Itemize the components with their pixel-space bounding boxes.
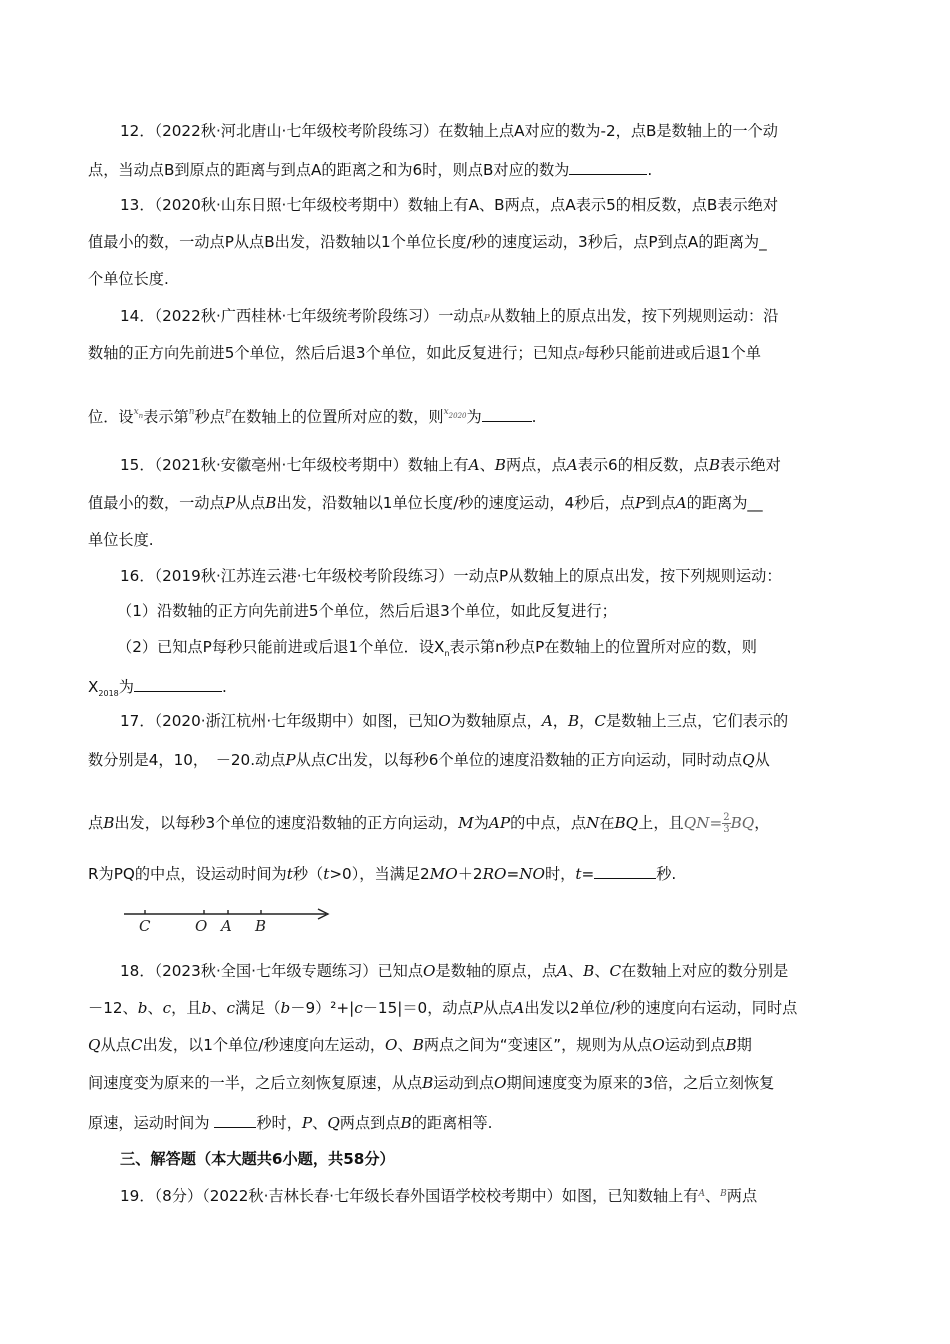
text: 从 xyxy=(754,751,770,769)
text: 18．（2023秋·全国·七年级专题练习）已知点 xyxy=(120,962,424,980)
text: （1）沿数轴的正方向先前进5个单位，然后后退3个单位，如此反复进行； xyxy=(117,602,617,620)
text: 三、解答题（本大题共6小题，共58分） xyxy=(120,1150,395,1168)
text: 上，且 xyxy=(638,814,684,832)
math-var: A xyxy=(557,962,568,980)
text: 表示第n秒点P在数轴上的位置所对应的数，则 xyxy=(449,638,757,656)
math-var: A xyxy=(513,999,525,1017)
text: >0），当满足2 xyxy=(329,865,430,883)
q15-line-2 xyxy=(88,493,868,513)
q14-line-2 xyxy=(88,343,868,366)
math-var: O xyxy=(423,962,436,980)
math-sub: n xyxy=(138,412,144,420)
math-var: c xyxy=(226,999,235,1017)
text: 的距离为__ xyxy=(686,494,763,512)
text: （2）已知点P每秒只能前进或后退1个单位．设X xyxy=(117,638,445,656)
text: . xyxy=(531,408,537,426)
math-var: B xyxy=(400,1114,412,1132)
text: 是数轴上三点，它们表示的 xyxy=(605,712,789,730)
text: 16．（2019秋·江苏连云港·七年级校考阶段练习）一动点P从数轴上的原点出发，按下列规则运动： xyxy=(120,567,782,585)
q15-line-3 xyxy=(88,530,868,550)
q16-line-3 xyxy=(117,637,897,664)
math-var: B xyxy=(725,1036,737,1054)
text: 个单位长度. xyxy=(88,270,169,288)
text: 满足（ xyxy=(234,999,281,1017)
text: 出发以2单位/秒的速度向右运动，同时点 xyxy=(524,999,798,1017)
text: 期 xyxy=(736,1036,752,1054)
text: 在 xyxy=(599,814,615,832)
math-var: O xyxy=(385,1036,398,1054)
q16-line-1 xyxy=(120,566,900,586)
math-sub: 2020 xyxy=(448,412,467,420)
math-var: O xyxy=(494,1074,507,1092)
text: 、 xyxy=(594,962,610,980)
q13-line-3 xyxy=(88,269,868,289)
text: 期间速度变为原来的3倍，之后立刻恢复 xyxy=(506,1074,775,1092)
math-var: N xyxy=(586,814,600,832)
text: 秒时， xyxy=(256,1114,302,1132)
text: 到点 xyxy=(645,494,676,512)
text: 单位长度. xyxy=(88,531,154,549)
text: 、 xyxy=(147,999,163,1017)
axis-label-a: A xyxy=(221,917,232,935)
math-var: b xyxy=(137,999,148,1017)
subscript: 2018 xyxy=(98,689,119,699)
text: 是数轴的原点，点 xyxy=(435,962,557,980)
q17-line-4 xyxy=(88,862,868,884)
math-var: C xyxy=(594,712,606,730)
math-var: A xyxy=(698,1189,705,1199)
text: 、 xyxy=(567,962,584,980)
text: 两点到点 xyxy=(339,1114,401,1132)
text: ＋2 xyxy=(457,865,483,883)
q12-line-2 xyxy=(88,158,868,180)
text: ， xyxy=(754,814,770,832)
fraction-two-thirds xyxy=(722,812,730,835)
math-var: P xyxy=(285,751,296,769)
text: 从数轴上的原点出发，按下列规则运动：沿 xyxy=(489,307,779,325)
text: 、 xyxy=(397,1036,413,1054)
math-op: = xyxy=(709,814,723,832)
axis-label-o: O xyxy=(195,917,208,935)
math-var: P xyxy=(224,494,235,512)
math-var: P xyxy=(224,409,231,419)
q18-line-3 xyxy=(88,1035,868,1055)
fraction-numerator: 2 xyxy=(723,812,730,823)
subscript: n xyxy=(444,649,450,659)
answer-blank xyxy=(214,1111,256,1128)
math-var: QN xyxy=(683,814,710,832)
text: 间速度变为原来的一半，之后立刻恢复原速，从点 xyxy=(88,1074,423,1092)
q16-line-4 xyxy=(88,675,868,704)
math-var: Q xyxy=(327,1114,340,1132)
q17-line-2 xyxy=(88,750,868,770)
number-line-figure xyxy=(118,900,348,936)
math-var: c xyxy=(162,999,172,1017)
math-var: P xyxy=(301,1114,313,1132)
math-var: RO xyxy=(482,865,507,883)
text: 表示绝对 xyxy=(720,456,781,474)
q18-line-2 xyxy=(88,998,868,1018)
axis-label-c: C xyxy=(139,917,151,935)
q13-line-1 xyxy=(120,195,900,215)
math-var: B xyxy=(103,814,115,832)
math-var: Q xyxy=(88,1036,101,1054)
text: 两点 xyxy=(726,1187,758,1205)
math-var: B xyxy=(494,456,506,474)
text: 从点 xyxy=(295,751,327,769)
text: 14．（2022秋·广西桂林·七年级统考阶段练习）一动点 xyxy=(120,307,484,325)
text: 的中点，点 xyxy=(510,814,587,832)
text: ， xyxy=(552,712,568,730)
math-var: B xyxy=(708,456,720,474)
text: 为数轴原点， xyxy=(450,712,542,730)
math-var: M xyxy=(458,814,474,832)
text: 原速，运动时间为 xyxy=(88,1114,215,1132)
q12-line-1 xyxy=(120,121,900,141)
text: 19．（8分）（2022秋·吉林长春·七年级长春外国语学校校考期中）如图，已知数轴上有 xyxy=(120,1187,699,1205)
q16-line-2 xyxy=(117,601,897,621)
q17-line-1 xyxy=(120,711,900,731)
answer-blank xyxy=(569,158,647,175)
text: 为 xyxy=(118,678,134,696)
math-var: BQ xyxy=(614,814,639,832)
answer-blank xyxy=(594,862,656,879)
text: 的距离相等. xyxy=(411,1114,493,1132)
math-var: B xyxy=(265,494,277,512)
math-var: B xyxy=(422,1074,434,1092)
math-var: P xyxy=(472,999,484,1017)
text: 12．（2022秋·河北唐山·七年级校考阶段练习）在数轴上点A对应的数为-2，点B是数轴上的一个动 xyxy=(120,122,778,140)
text: = xyxy=(581,865,595,883)
q18-line-5 xyxy=(88,1111,868,1133)
text: 从点 xyxy=(100,1036,131,1054)
text: ， xyxy=(579,712,595,730)
math-var: BQ xyxy=(730,814,755,832)
text: 值最小的数，一动点 xyxy=(88,494,225,512)
axis-label-b: B xyxy=(255,917,267,935)
q15-line-1 xyxy=(120,455,900,475)
math-var: B xyxy=(583,962,595,980)
math-var: x xyxy=(133,407,139,417)
text: 两点，点 xyxy=(505,456,567,474)
text: 从点 xyxy=(483,999,514,1017)
text: 在数轴上的位置所对应的数，则 xyxy=(230,408,444,426)
math-var: MO xyxy=(429,865,458,883)
math-var: C xyxy=(609,962,622,980)
math-var: C xyxy=(130,1036,143,1054)
text: 17．（2020·浙江杭州·七年级期中）如图，已知 xyxy=(120,712,439,730)
text: 运动到点 xyxy=(664,1036,726,1054)
text: 出发，以每秒3个单位的速度沿数轴的正方向运动， xyxy=(114,814,459,832)
text: 从点 xyxy=(234,494,266,512)
text: 两点之间为“变速区”，规则为从点 xyxy=(423,1036,653,1054)
math-var: A xyxy=(566,456,578,474)
math-var: B xyxy=(412,1036,424,1054)
text: 值最小的数，一动点P从点B出发，沿数轴以1个单位长度/秒的速度运动，3秒后，点P到点A的距离为_ xyxy=(88,233,767,251)
text: 出发，以1个单位/秒速度向左运动， xyxy=(142,1036,386,1054)
text: 秒. xyxy=(656,865,677,883)
text: －15|＝0，动点 xyxy=(362,999,473,1017)
text: . xyxy=(647,161,653,179)
q18-line-1 xyxy=(120,961,900,981)
math-var: NO xyxy=(519,865,545,883)
math-var: O xyxy=(652,1036,665,1054)
math-var: c xyxy=(354,999,363,1017)
text: 数轴的正方向先前进5个单位，然后后退3个单位，如此反复进行；已知点 xyxy=(88,344,579,362)
answer-blank xyxy=(482,405,532,422)
text: 时， xyxy=(544,865,576,883)
math-var: A xyxy=(468,456,480,474)
text: 点 xyxy=(88,814,104,832)
text: 表示第 xyxy=(143,408,189,426)
text: 每秒只能前进或后退1个单 xyxy=(584,344,761,362)
text: = xyxy=(506,865,520,883)
section-heading xyxy=(120,1149,900,1169)
math-var: b xyxy=(280,999,291,1017)
math-var: A xyxy=(675,494,687,512)
q18-line-4 xyxy=(88,1073,868,1093)
text: 15．（2021秋·安徽亳州·七年级校考期中）数轴上有 xyxy=(120,456,469,474)
text: 表示6的相反数，点 xyxy=(577,456,709,474)
math-var: B xyxy=(720,1189,727,1199)
text: 数分别是4，10， －20.动点 xyxy=(88,751,286,769)
text: 出发，沿数轴以1单位长度/秒的速度运动，4秒后，点 xyxy=(276,494,636,512)
text: 为 xyxy=(473,814,489,832)
text: 点，当动点B到原点的距离与到点A的距离之和为6时，则点B对应的数为 xyxy=(88,161,570,179)
math-var: C xyxy=(326,751,338,769)
math-var: A xyxy=(541,712,553,730)
math-var: Q xyxy=(742,751,755,769)
text: R为PQ的中点，设运动时间为 xyxy=(88,865,287,883)
math-var: x xyxy=(443,407,449,417)
q14-line-3 xyxy=(88,405,868,430)
text: －12、 xyxy=(88,999,138,1017)
math-var: B xyxy=(567,712,580,730)
math-var: b xyxy=(201,999,212,1017)
math-var: t xyxy=(323,865,330,883)
math-var: P xyxy=(635,494,646,512)
text: 、 xyxy=(211,999,227,1017)
text: 、 xyxy=(479,456,495,474)
text: 、 xyxy=(312,1114,328,1132)
q14-line-1 xyxy=(120,306,900,329)
text: 出发，以每秒6个单位的速度沿数轴的正方向运动，同时动点 xyxy=(337,751,743,769)
q17-line-3 xyxy=(88,812,868,835)
text: . xyxy=(221,678,227,696)
math-var: O xyxy=(438,712,451,730)
q13-line-2 xyxy=(88,232,868,252)
math-var: P xyxy=(578,351,585,361)
text: 在数轴上对应的数分别是 xyxy=(621,962,789,980)
q19-line-1 xyxy=(120,1186,900,1209)
math-var: t xyxy=(575,865,582,883)
math-var: n xyxy=(188,407,195,417)
text: X xyxy=(88,678,99,696)
fraction-denominator: 3 xyxy=(723,824,730,835)
text: －9）²+| xyxy=(290,999,355,1017)
text: 、 xyxy=(704,1187,721,1205)
math-var: t xyxy=(286,865,293,883)
answer-blank xyxy=(134,675,222,692)
text: ，且 xyxy=(171,999,202,1017)
text: 位．设 xyxy=(88,408,134,426)
text: 为 xyxy=(466,408,482,426)
text: 13．（2020秋·山东日照·七年级校考期中）数轴上有A、B两点，点A表示5的相反数，点B表示绝对 xyxy=(120,196,779,214)
text: 运动到点 xyxy=(433,1074,495,1092)
text: 秒（ xyxy=(292,865,324,883)
math-var: P xyxy=(483,314,490,324)
math-var: AP xyxy=(488,814,511,832)
text: 秒点 xyxy=(194,408,225,426)
